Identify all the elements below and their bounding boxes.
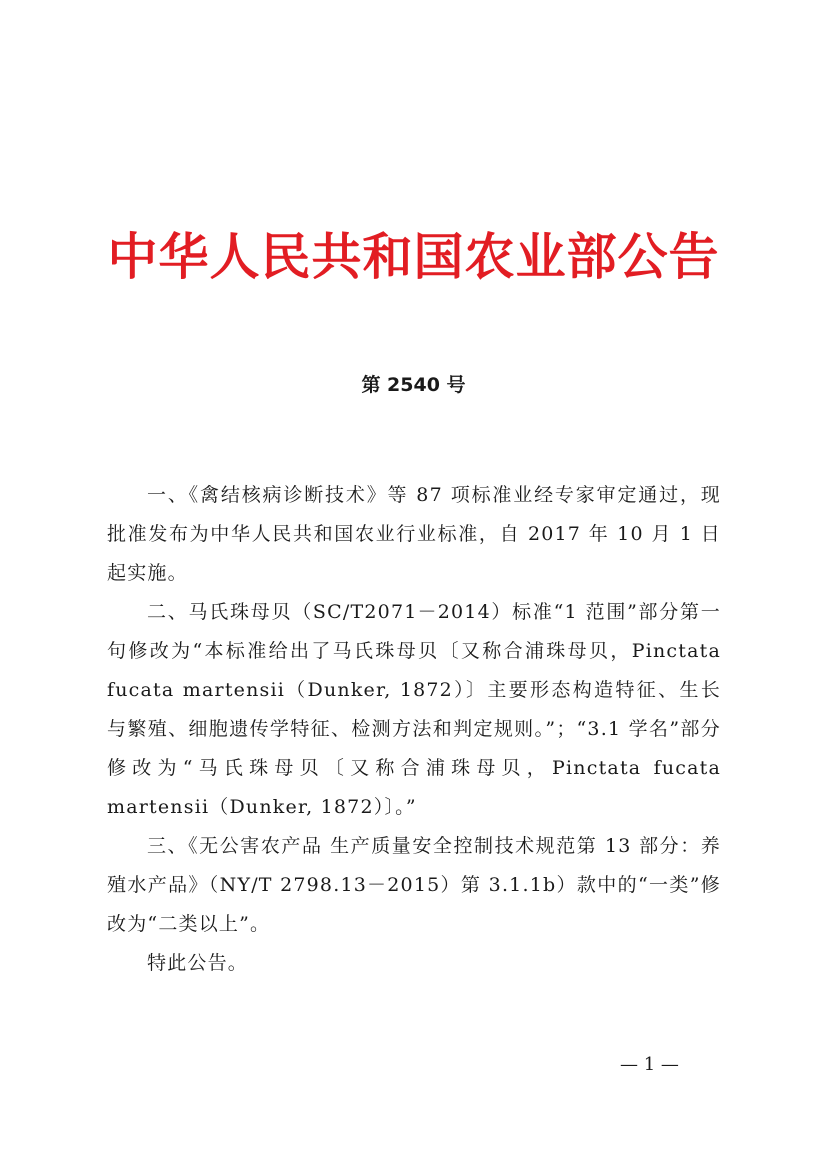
announcement-number: 第 2540 号 [361, 374, 466, 396]
announcement-body [107, 476, 721, 983]
announcement-title: 中华人民共和国农业部公告 [107, 227, 720, 286]
page-number: — 1 — [620, 1054, 679, 1075]
paragraph-3: 三、《无公害农产品 生产质量安全控制技术规范第 13 部分：养殖水产品》（NY/T 2798.13－2015）第 3.1.1b）款中的“一类”修改为“二类以上”。 [107, 835, 721, 935]
paragraph-1: 一、《禽结核病诊断技术》等 87 项标准业经专家审定通过，现批准发布为中华人民共和国农业行业标准，自 2017 年 10 月 1 日起实施。 [107, 484, 721, 584]
paragraph-2: 二、马氏珠母贝（SC/T2071－2014）标准“1 范围”部分第一句修改为“本标准给出了马氏珠母贝〔又称合浦珠母贝，Pinctata fucata martensii（Dunker, 1872）〕主要形态构造特征、生长与繁殖、细胞遗传学特征、检测方法和判定规则。”；“3.1 学名”部分修改为“马氏珠母贝〔又称合浦珠母贝，Pinctata fucata martensii（Dunker, 1872）〕。” [107, 601, 721, 818]
closing-paragraph: 特此公告。 [147, 952, 249, 974]
